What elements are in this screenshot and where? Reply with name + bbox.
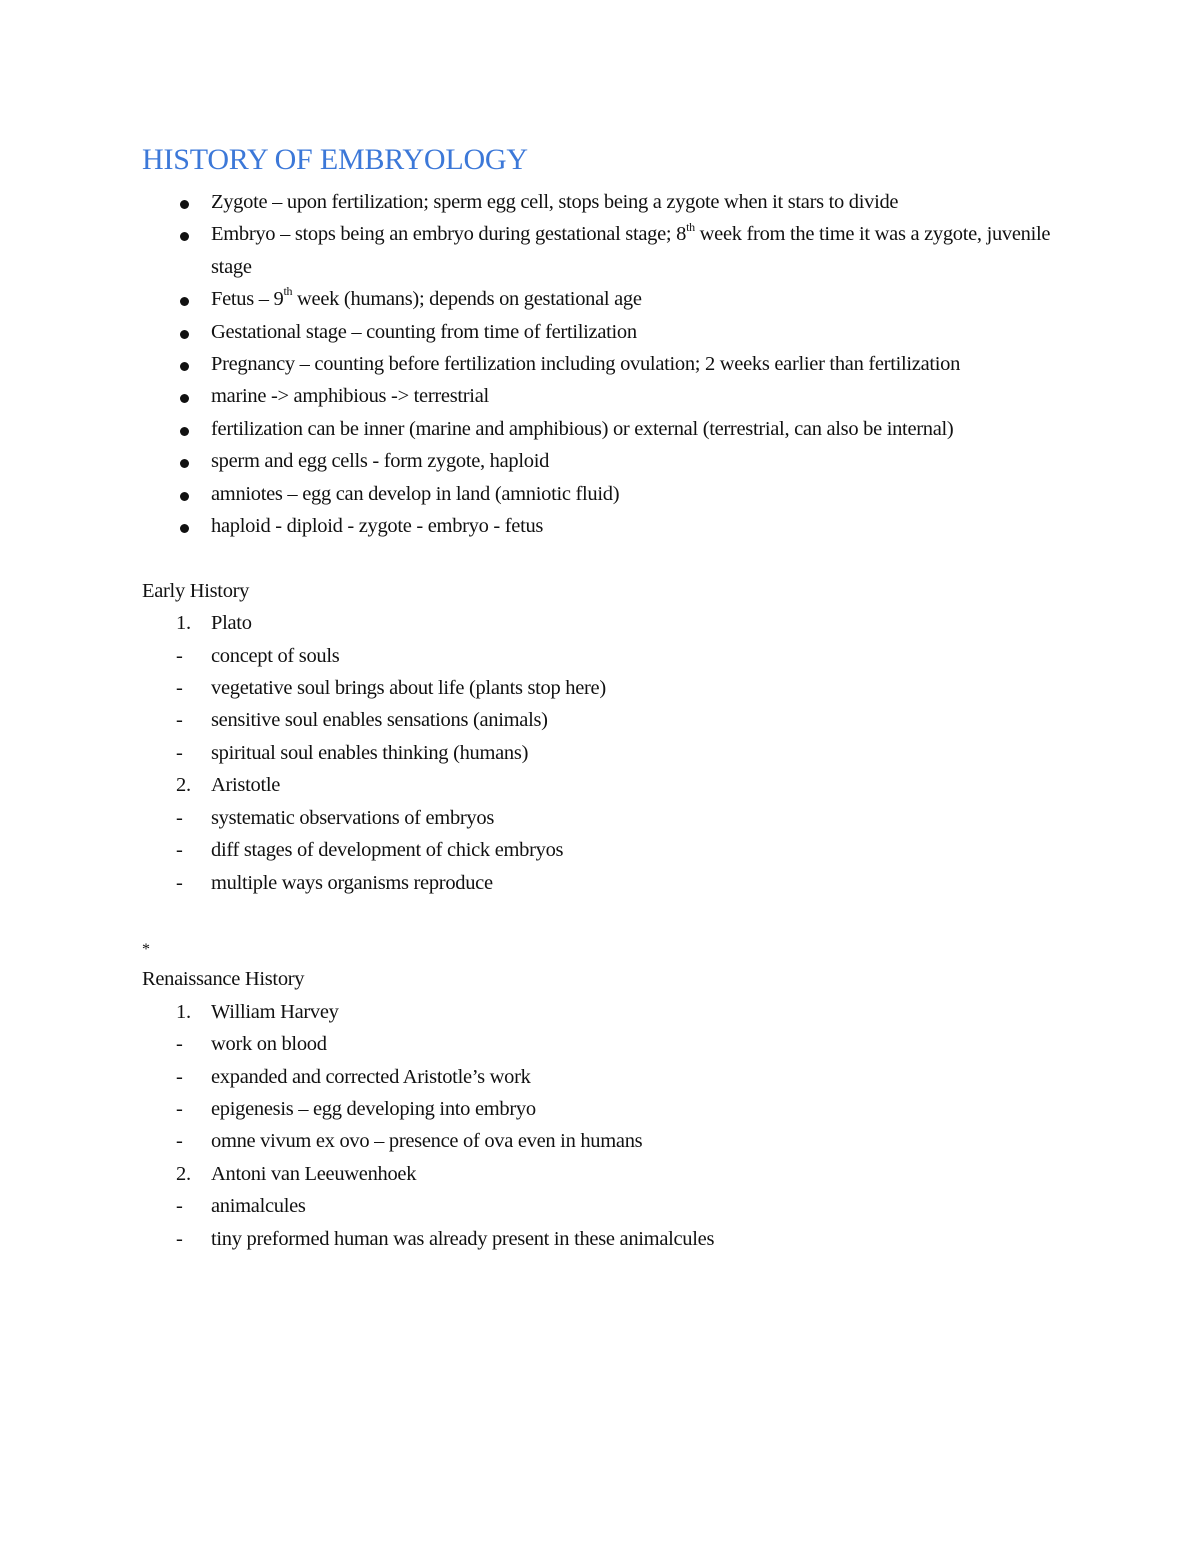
section-heading-early-history: Early History xyxy=(142,579,250,602)
section-heading-renaissance-history: Renaissance History xyxy=(142,968,305,991)
list-item: amniotes – egg can develop in land (amniotic fluid) xyxy=(142,478,1072,510)
list-marker: - xyxy=(176,677,183,700)
list-marker: - xyxy=(176,839,183,862)
bullet-icon xyxy=(180,492,189,501)
list-item: sperm and egg cells - form zygote, haploid xyxy=(142,445,1072,477)
list-item: marine -> amphibious -> terrestrial xyxy=(142,380,1072,412)
list-item: - vegetative soul brings about life (plants stop here) xyxy=(142,672,1072,704)
list-marker: - xyxy=(176,1130,183,1153)
bullet-icon xyxy=(180,232,189,241)
list-marker: - xyxy=(176,741,183,764)
list-marker: - xyxy=(176,871,183,894)
list-item: Pregnancy – counting before fertilization including ovulation; 2 weeks earlier than fertilization xyxy=(142,348,1072,380)
list-item: 1. William Harvey xyxy=(142,996,1072,1028)
list-item: - multiple ways organisms reproduce xyxy=(142,867,1072,899)
list-item: Embryo – stops being an embryo during gestational stage; 8th week from the time it was a zygote, juvenile stage xyxy=(142,218,1072,283)
list-marker: 2. xyxy=(176,774,191,797)
list-marker: - xyxy=(176,709,183,732)
list-item: - concept of souls xyxy=(142,640,1072,672)
bullet-icon xyxy=(180,459,189,468)
list-marker: - xyxy=(176,806,183,829)
list-marker: - xyxy=(176,644,183,667)
list-item: - omne vivum ex ovo – presence of ova even in humans xyxy=(142,1125,1072,1157)
list-item: 2. Aristotle xyxy=(142,769,1072,801)
list-item: Gestational stage – counting from time of fertilization xyxy=(142,316,1072,348)
list-marker: 2. xyxy=(176,1162,191,1185)
list-item: 1. Plato xyxy=(142,607,1072,639)
asterisk-marker: * xyxy=(142,941,150,959)
list-item: - tiny preformed human was already present in these animalcules xyxy=(142,1223,1072,1255)
list-item: - sensitive soul enables sensations (animals) xyxy=(142,704,1072,736)
bullet-icon xyxy=(180,427,189,436)
list-marker: - xyxy=(176,1065,183,1088)
list-item: 2. Antoni van Leeuwenhoek xyxy=(142,1158,1072,1190)
list-item: - diff stages of development of chick embryos xyxy=(142,834,1072,866)
bullet-icon xyxy=(180,330,189,339)
list-marker: - xyxy=(176,1195,183,1218)
definitions-list xyxy=(142,186,1072,542)
list-item: - spiritual soul enables thinking (humans) xyxy=(142,737,1072,769)
document-title: HISTORY OF EMBRYOLOGY xyxy=(142,143,528,176)
list-marker: 1. xyxy=(176,1000,191,1023)
list-item: - animalcules xyxy=(142,1190,1072,1222)
list-item: fertilization can be inner (marine and amphibious) or external (terrestrial, can also be internal) xyxy=(142,413,1072,445)
list-item: haploid - diploid - zygote - embryo - fetus xyxy=(142,510,1072,542)
renaissance-history-list xyxy=(142,996,1072,1255)
bullet-icon xyxy=(180,297,189,306)
list-marker: - xyxy=(176,1227,183,1250)
list-marker: 1. xyxy=(176,612,191,635)
list-item: - systematic observations of embryos xyxy=(142,802,1072,834)
list-item: - work on blood xyxy=(142,1028,1072,1060)
document-page xyxy=(142,140,1072,1255)
list-item: Zygote – upon fertilization; sperm egg cell, stops being a zygote when it stars to divide xyxy=(142,186,1072,218)
list-item: - expanded and corrected Aristotle’s work xyxy=(142,1061,1072,1093)
list-marker: - xyxy=(176,1097,183,1120)
bullet-icon xyxy=(180,200,189,209)
list-marker: - xyxy=(176,1033,183,1056)
list-item: - epigenesis – egg developing into embryo xyxy=(142,1093,1072,1125)
list-item: Fetus – 9th week (humans); depends on gestational age xyxy=(142,283,1072,315)
early-history-list xyxy=(142,607,1072,899)
bullet-icon xyxy=(180,524,189,533)
bullet-icon xyxy=(180,394,189,403)
bullet-icon xyxy=(180,362,189,371)
